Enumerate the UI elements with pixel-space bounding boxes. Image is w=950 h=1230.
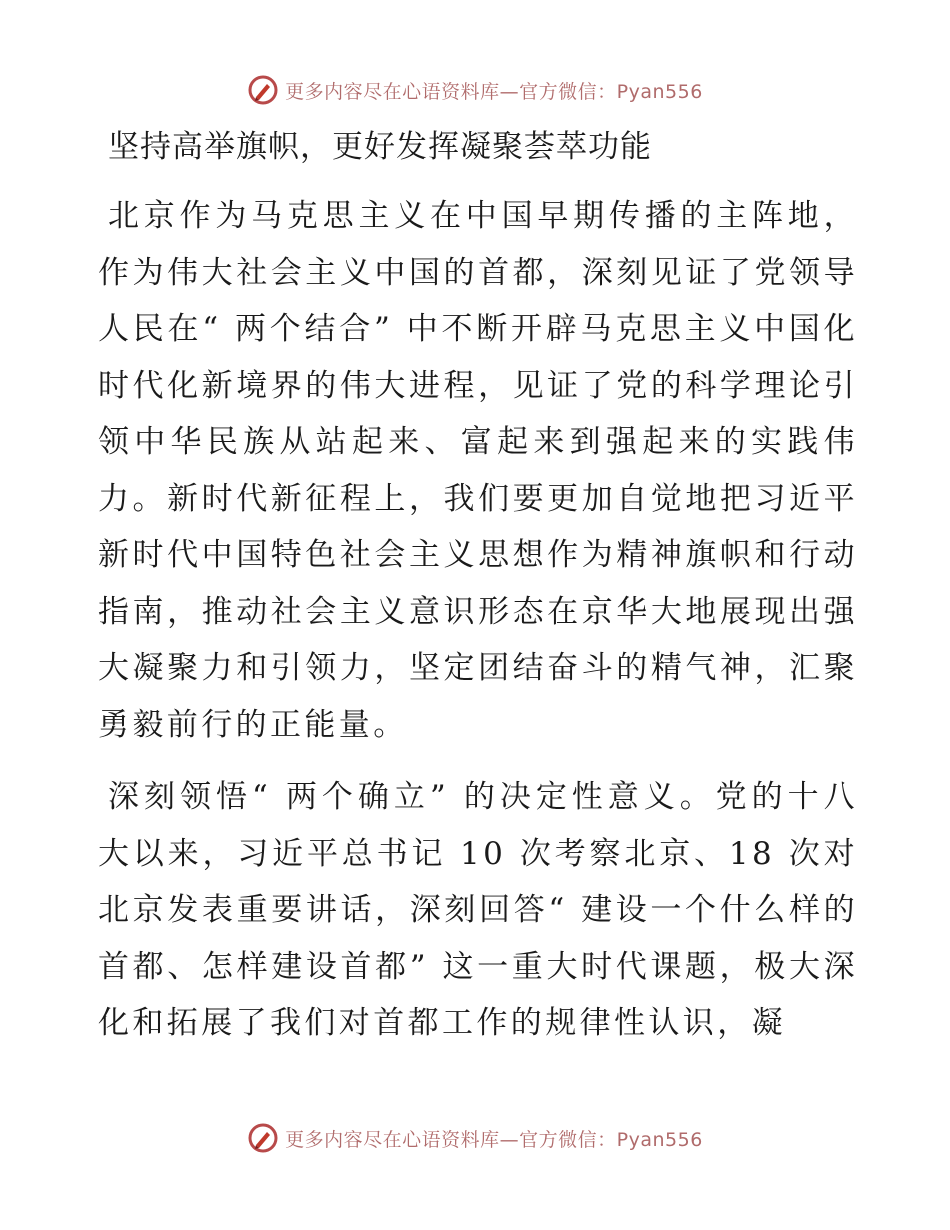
watermark-separator: — — [499, 1128, 520, 1151]
watermark-title: 更多内容尽在心语资料库 — [285, 1128, 500, 1151]
watermark-wechat: 官方微信：Pyan556 — [519, 80, 703, 103]
document-body — [98, 124, 858, 1068]
brand — [247, 1122, 703, 1154]
watermark-text — [285, 77, 703, 104]
brand — [247, 74, 703, 106]
pen-logo-icon — [247, 1122, 279, 1154]
pen-logo-icon — [247, 74, 279, 106]
section-heading: 坚持高举旗帜，更好发挥凝聚荟萃功能 — [108, 129, 652, 165]
watermark-title: 更多内容尽在心语资料库 — [285, 80, 500, 103]
paragraph-1: 北京作为马克思主义在中国早期传播的主阵地，作为伟大社会主义中国的首都，深刻见证了党领导人民在“ 两个结合” 中不断开辟马克思主义中国化时代化新境界的伟大进程，见证了党的科学理论引领中华民族从站起来、富起来到强起来的实践伟力。新时代新征程上，我们要更加自觉地把习近平新时代中国特色社会主义思想作为精神旗帜和行动指南，推动社会主义意识形态在京华大地展现出强大凝聚力和引领力，坚定团结奋斗的精气神，汇聚勇毅前行的正能量。 — [98, 198, 858, 743]
watermark-wechat: 官方微信：Pyan556 — [519, 1128, 703, 1151]
paragraph-2: 深刻领悟“ 两个确立” 的决定性意义。党的十八大以来，习近平总书记 10 次考察北京、18 次对北京发表重要讲话，深刻回答“ 建设一个什么样的首都、怎样建设首都” 这一重大时代课题，极大深化和拓展了我们对首都工作的规律性认识，凝 — [98, 779, 858, 1041]
header-watermark — [0, 70, 950, 110]
footer-watermark — [0, 1118, 950, 1158]
watermark-separator: — — [499, 80, 520, 103]
watermark-text — [285, 1125, 703, 1152]
